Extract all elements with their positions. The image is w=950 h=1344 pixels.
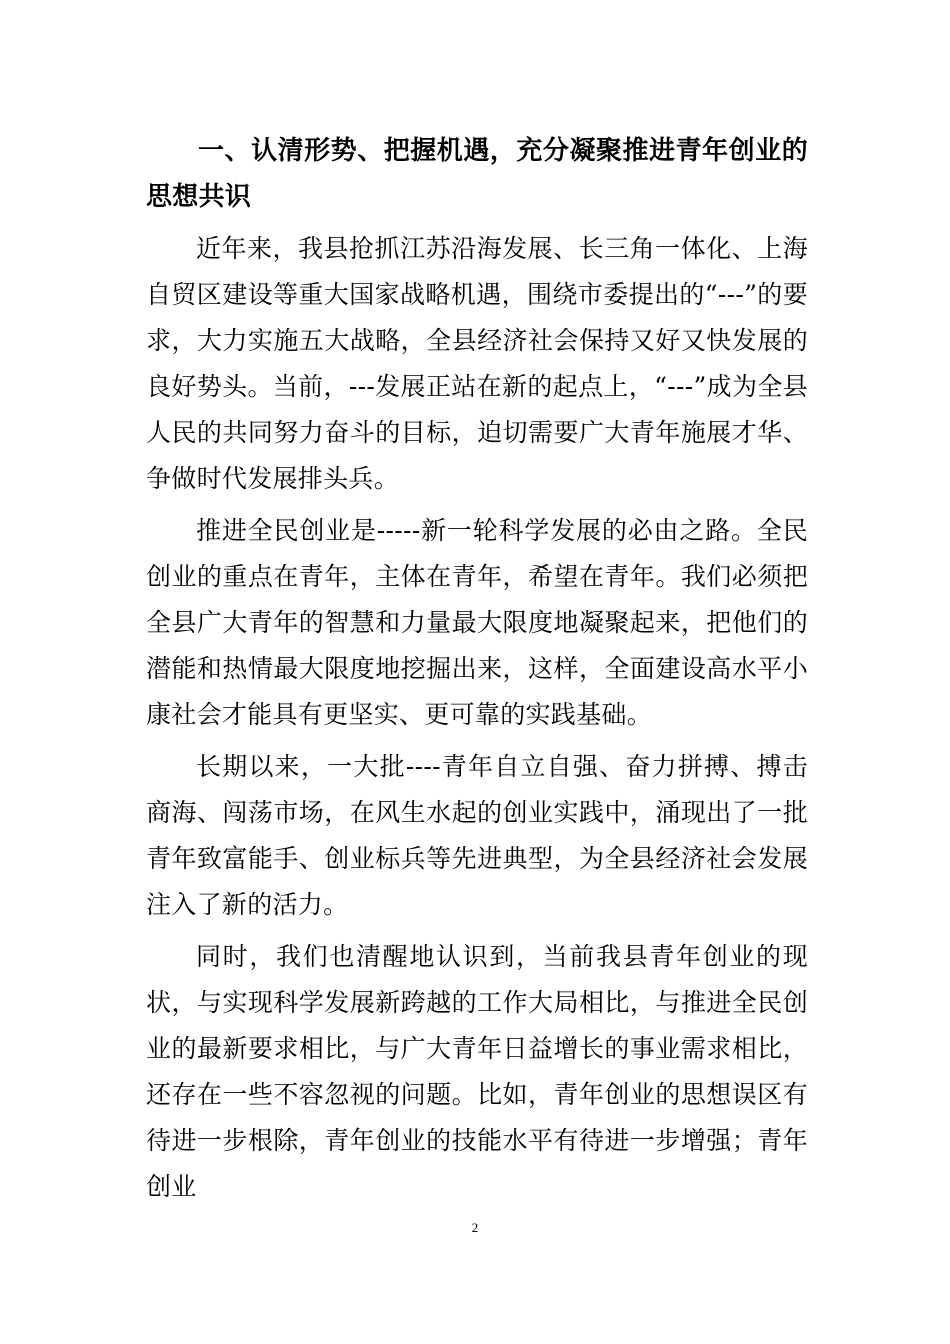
body-paragraph-3: 长期以来，一大批----青年自立自强、奋力拼搏、搏击商海、闯荡市场，在风生水起的创业实践中，涌现出了一批青年致富能手、创业标兵等先进典型，为全县经济社会发展注入了新的活力。 [146,752,808,919]
body-paragraph-2: 推进全民创业是-----新一轮科学发展的必由之路。全民创业的重点在青年，主体在青年，希望在青年。我们必须把全县广大青年的智慧和力量最大限度地凝聚起来，把他们的潜能和热情最大限度地挖掘出来，这样，全面建设高水平小康社会才能具有更坚实、更可靠的实践基础。 [146,516,808,729]
page-number: 2 [471,1220,479,1235]
body-paragraph-1: 近年来，我县抢抓江苏沿海发展、长三角一体化、上海自贸区建设等重大国家战略机遇，围绕市委提出的“---”的要求，大力实施五大战略，全县经济社会保持又好又快发展的良好势头。当前，---发展正站在新的起点上，“---”成为全县人民的共同努力奋斗的目标，迫切需要广大青年施展才华、争做时代发展排头兵。 [146,234,808,493]
document-body [146,128,808,1216]
section-heading: 一、认清形势、把握机遇，充分凝聚推进青年创业的思想共识 [146,136,808,212]
body-paragraph-4: 同时，我们也清醒地认识到，当前我县青年创业的现状，与实现科学发展新跨越的工作大局相比，与推进全民创业的最新要求相比，与广大青年日益增长的事业需求相比，还存在一些不容忽视的问题。比如，青年创业的思想误区有待进一步根除，青年创业的技能水平有待进一步增强；青年创业 [146,942,808,1201]
